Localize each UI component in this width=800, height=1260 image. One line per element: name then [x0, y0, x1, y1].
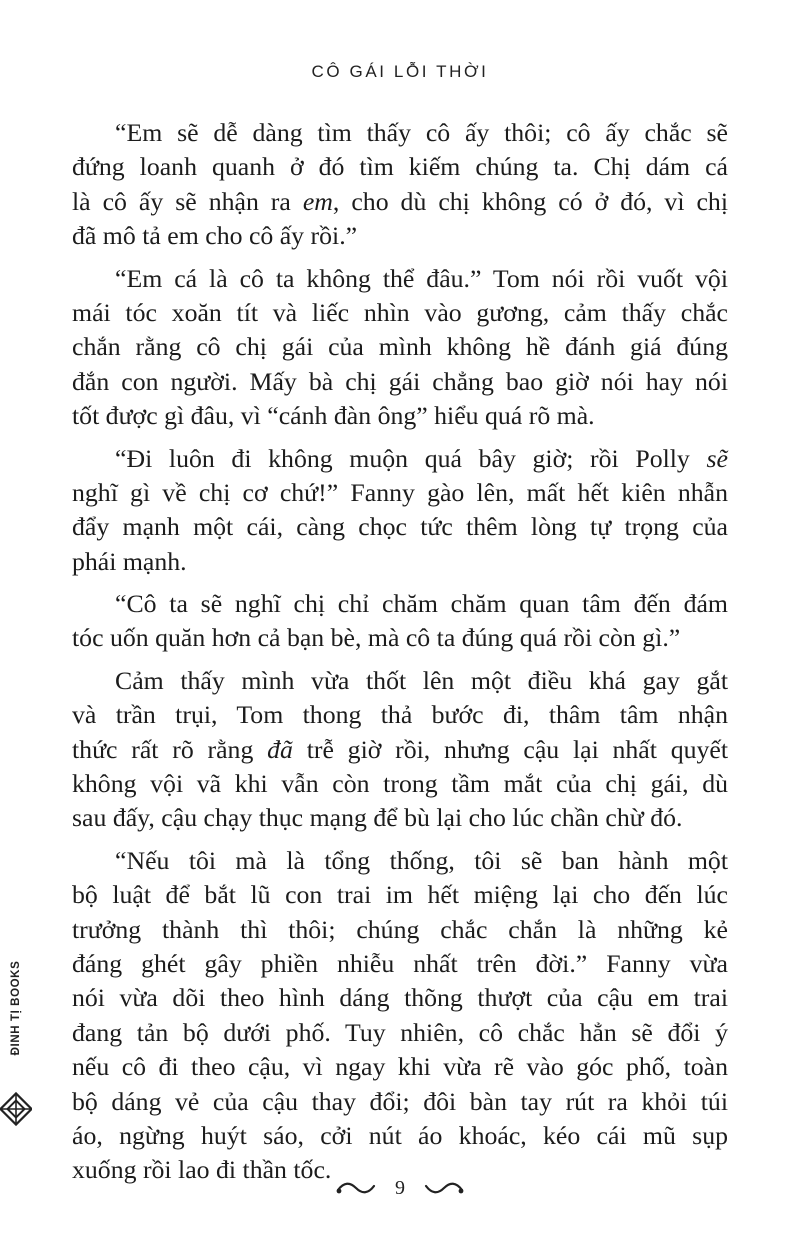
text-line: “Em sẽ dễ dàng tìm thấy cô ấy thôi; cô ấy chắc sẽ: [115, 118, 728, 147]
paragraph: [72, 664, 728, 836]
text-line: đã mô tả em cho cô ấy rồi.”: [72, 221, 358, 251]
text-segment: trễ giờ rồi, nhưng cậu lại nhất quyết: [292, 734, 729, 764]
text-line: đứng loanh quanh ở đó tìm kiếm chúng ta. Chị dám cá: [72, 152, 728, 182]
swash-right-icon: [424, 1180, 464, 1196]
paragraph: [72, 116, 728, 254]
text-line: trưởng thành thì thôi; chúng chắc chắn là những kẻ: [72, 914, 728, 944]
page-number: 9: [395, 1176, 405, 1199]
text-line: [72, 733, 728, 767]
text-line: tốt được gì đâu, vì “cánh đàn ông” hiểu quá rõ mà.: [72, 401, 595, 431]
text-line: đắn con người. Mấy bà chị gái chẳng bao giờ nói hay nói: [72, 366, 728, 396]
paragraph: [72, 442, 728, 580]
publisher-name: ĐINH TỊ BOOKS: [10, 960, 22, 1056]
paragraph: [72, 844, 728, 1188]
text-line: nếu cô đi theo cậu, vì ngay khi vừa rẽ vào góc phố, toàn: [72, 1052, 728, 1082]
text-line: “Em cá là cô ta không thể đâu.” Tom nói rồi vuốt vội: [115, 263, 728, 293]
text-line: bộ luật để bắt lũ con trai im hết miệng lại cho đến lúc: [72, 880, 728, 910]
text-line: đáng ghét gây phiền nhiễu nhất trên đời.” Fanny vừa: [72, 948, 728, 978]
text-line: [72, 442, 728, 476]
page-folio: [0, 1176, 800, 1200]
text-line: nói vừa dõi theo hình dáng thõng thượt của cậu em trai: [72, 983, 728, 1013]
text-line: xuống rồi lao đi thần tốc.: [72, 1155, 332, 1185]
emphasis: em: [302, 186, 333, 216]
text-segment: “Đi luôn đi không muộn quá bây giờ; rồi Polly: [115, 443, 707, 473]
text-line: “Cô ta sẽ nghĩ chị chỉ chăm chăm quan tâm đến đám: [115, 589, 728, 619]
body-text: [72, 116, 728, 1196]
text-line: Cảm thấy mình vừa thốt lên một điều khá gay gắt: [115, 665, 728, 695]
text-line: chắn rằng cô chị gái của mình không hề đánh giá đúng: [72, 332, 728, 362]
publisher-logo-icon: [0, 1089, 32, 1129]
text-line: sau đấy, cậu chạy thục mạng để bù lại cho lúc chần chừ đó.: [72, 803, 683, 833]
emphasis: đã: [267, 734, 293, 764]
emphasis: sẽ: [706, 443, 728, 473]
text-segment: là cô ấy sẽ nhận ra: [72, 186, 303, 216]
paragraph: [72, 587, 728, 656]
paragraph: [72, 262, 728, 434]
text-line: áo, ngừng huýt sáo, cởi nút áo khoác, kéo cái mũ sụp: [72, 1120, 728, 1150]
text-line: không vội vã khi vẫn còn trong tầm mắt của chị gái, dù: [72, 769, 728, 799]
text-line: tóc uốn quăn hơn cả bạn bè, mà cô ta đúng quá rồi còn gì.”: [72, 623, 681, 653]
text-line: nghĩ gì về chị cơ chứ!” Fanny gào lên, mất hết kiên nhẫn: [72, 477, 728, 507]
text-line: mái tóc xoăn tít và liếc nhìn vào gương, cảm thấy chắc: [72, 297, 728, 327]
text-segment: thức rất rõ rằng: [72, 734, 268, 764]
text-line: phái mạnh.: [72, 546, 187, 576]
text-segment: , cho dù chị không có ở đó, vì chị: [332, 186, 728, 216]
text-line: bộ dáng vẻ của cậu thay đổi; đôi bàn tay rút ra khỏi túi: [72, 1086, 728, 1116]
text-line: đẩy mạnh một cái, càng chọc tức thêm lòng tự trọng của: [72, 512, 728, 542]
running-title: CÔ GÁI LỖI THỜI: [311, 62, 489, 81]
text-line: “Nếu tôi mà là tổng thống, tôi sẽ ban hành một: [115, 845, 728, 875]
swash-left-icon: [336, 1180, 376, 1196]
text-line: và trần trụi, Tom thong thả bước đi, thâm tâm nhận: [72, 700, 728, 730]
text-line: đang tản bộ dưới phố. Tuy nhiên, cô chắc hẳn sẽ đổi ý: [72, 1017, 728, 1047]
text-line: [72, 185, 728, 219]
